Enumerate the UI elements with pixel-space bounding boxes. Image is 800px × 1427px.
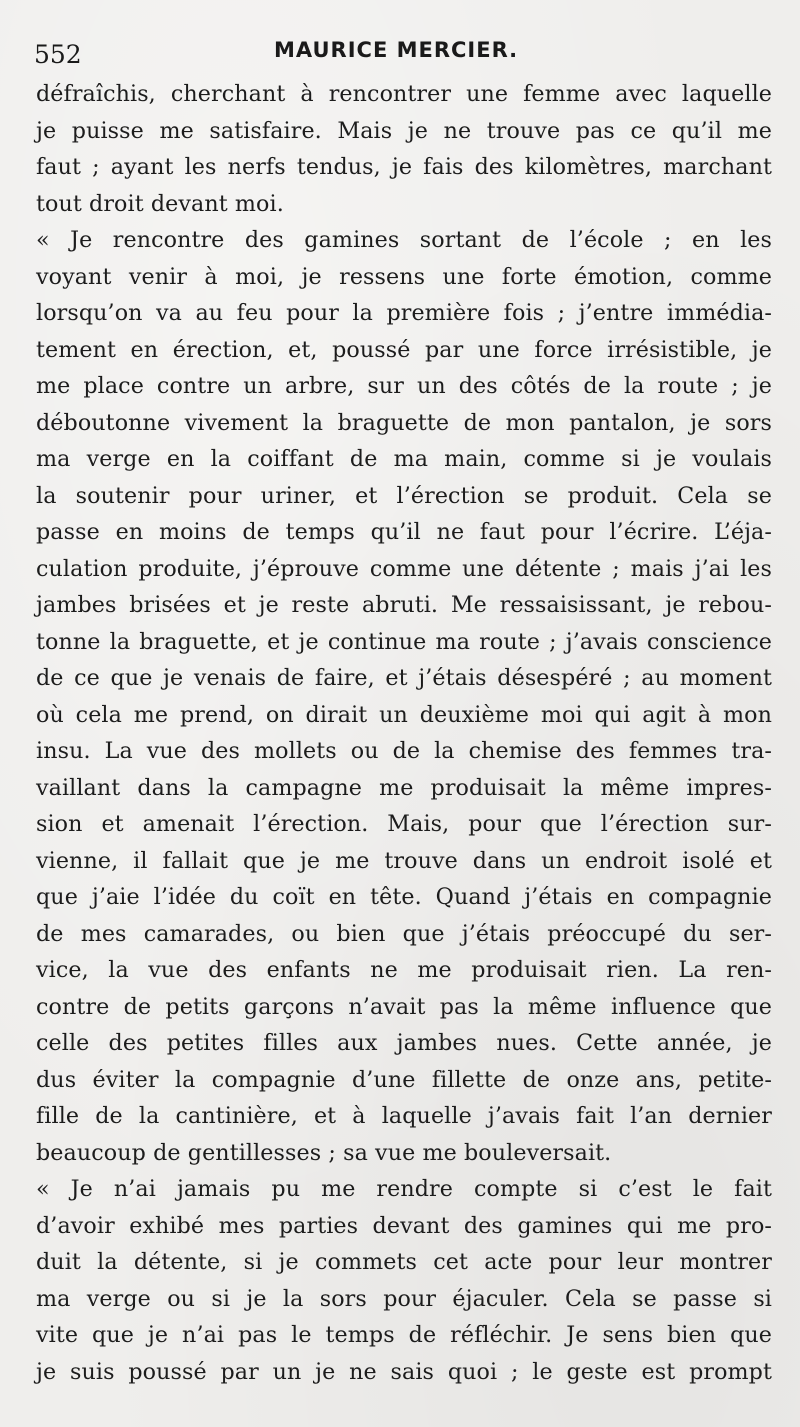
text-line: lorsqu’on va au feu pour la première fois ; j’entre immédia- (36, 300, 772, 326)
text-line: vice, la vue des enfants ne me produisait rien. La ren- (36, 957, 772, 983)
text-line: fille de la cantinière, et à laquelle j’avais fait l’an dernier (36, 1103, 772, 1129)
text-line: tement en érection, et, poussé par une force irrésistible, je (36, 336, 772, 363)
text-line: tout droit devant moi. (36, 190, 284, 217)
text-line: ma verge ou si je la sors pour éjaculer. Cela se passe si (36, 1285, 772, 1312)
text-line: « Je rencontre des gamines sortant de l’école ; en les (36, 227, 772, 253)
text-line: jambes brisées et je reste abruti. Me ressaisissant, je rebou- (36, 592, 772, 618)
text-line: ma verge en la coiffant de ma main, comme si je voulais (36, 446, 772, 472)
text-line: vite que je n’ai pas le temps de réfléchir. Je sens bien que (36, 1322, 772, 1348)
text-line: contre de petits garçons n’avait pas la même influence que (36, 993, 772, 1020)
text-line: « Je n’ai jamais pu me rendre compte si c’est le fait (36, 1176, 772, 1202)
text-line: défraîchis, cherchant à rencontrer une femme avec laquelle (36, 81, 772, 107)
text-line: vaillant dans la campagne me produisait la même impres- (36, 774, 772, 801)
text-line: d’avoir exhibé mes parties devant des gamines qui me pro- (36, 1212, 772, 1239)
text-line: déboutonne vivement la braguette de mon pantalon, je sors (36, 409, 772, 436)
text-line: où cela me prend, on dirait un deuxième moi qui agit à mon (36, 701, 772, 728)
page-number: 552 (34, 40, 82, 69)
text-line: la soutenir pour uriner, et l’érection se produit. Cela se (36, 482, 772, 509)
text-line: beaucoup de gentillesses ; sa vue me bouleversait. (36, 1139, 612, 1166)
text-line: je suis poussé par un je ne sais quoi ; le geste est prompt (36, 1358, 772, 1385)
text-line: que j’aie l’idée du coït en tête. Quand j’étais en compagnie (36, 884, 772, 910)
text-line: dus éviter la compagnie d’une fillette de onze ans, petite- (36, 1066, 772, 1093)
text-line: sion et amenait l’érection. Mais, pour que l’érection sur- (36, 811, 772, 837)
text-line: de ce que je venais de faire, et j’étais désespéré ; au moment (36, 665, 772, 691)
page-header (34, 36, 774, 76)
running-head: MAURICE MERCIER. (274, 38, 519, 62)
text-line: de mes camarades, ou bien que j’étais préoccupé du ser- (36, 920, 772, 947)
text-line: voyant venir à moi, je ressens une forte émotion, comme (36, 263, 772, 290)
text-line: je puisse me satisfaire. Mais je ne trouve pas ce qu’il me (36, 117, 772, 144)
text-line: culation produite, j’éprouve comme une détente ; mais j’ai les (36, 555, 772, 582)
text-line: faut ; ayant les nerfs tendus, je fais des kilomètres, marchant (36, 154, 772, 180)
text-line: insu. La vue des mollets ou de la chemise des femmes tra- (36, 738, 772, 764)
text-line: tonne la braguette, et je continue ma route ; j’avais conscience (36, 628, 772, 655)
text-line: passe en moins de temps qu’il ne faut pour l’écrire. L’éja- (36, 519, 772, 545)
body-text (36, 76, 772, 1390)
text-line: me place contre un arbre, sur un des côtés de la route ; je (36, 373, 772, 399)
text-line: vienne, il fallait que je me trouve dans un endroit isolé et (36, 847, 772, 874)
text-line: duit la détente, si je commets cet acte pour leur montrer (36, 1249, 772, 1275)
text-line: celle des petites filles aux jambes nues. Cette année, je (36, 1030, 772, 1056)
